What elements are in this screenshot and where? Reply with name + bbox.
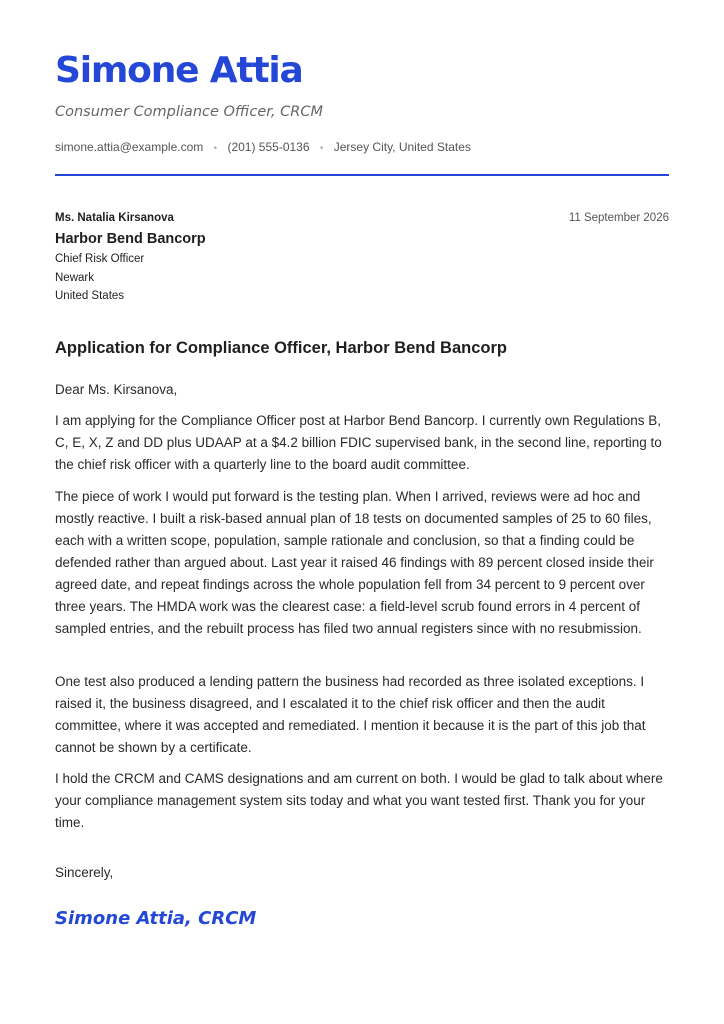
letter-closing <box>55 862 673 884</box>
recipient-name: Ms. Natalia Kirsanova <box>55 212 174 224</box>
letter-paragraph <box>55 671 673 759</box>
recipient-role: Chief Risk Officer <box>55 253 145 265</box>
letter-greeting <box>55 379 673 401</box>
applicant-title: Consumer Compliance Officer, CRCM <box>55 104 323 120</box>
paragraph-text: I hold the CRCM and CAMS designations and am current on both. I would be glad to talk about where your compliance management system sits today and what you want tested first. Thank you for your time. <box>55 771 663 830</box>
recipient-company: Harbor Bend Bancorp <box>55 231 206 247</box>
closing-text: Sincerely, <box>55 865 114 880</box>
letter-paragraph <box>55 410 673 476</box>
greeting-text: Dear Ms. Kirsanova, <box>55 382 178 397</box>
recipient-city: Newark <box>55 272 94 284</box>
separator-dot: • <box>319 143 324 154</box>
paragraph-text: The piece of work I would put forward is the testing plan. When I arrived, reviews were ad hoc and mostly reactive. I built a risk-based annual plan of 18 tests on documented samples of 25 to 60 files, each with a written scope, population, sample rationale and conclusion, so that a finding could be defended rather than argued about. Last year it raised 46 findings with 89 percent closed inside their agreed date, and repeat findings across the whole population fell from 34 percent to 9 percent over three years. The HMDA work was the clearest case: a field-level scrub found errors in 4 percent of sampled entries, and the rebuilt process has filed two annual registers since with no resubmission. <box>55 489 654 636</box>
letter-date: 11 September 2026 <box>568 212 669 224</box>
applicant-name: Simone Attia <box>55 50 303 91</box>
paragraph-text: One test also produced a lending pattern the business had recorded as three isolated exceptions. I raised it, the business disagreed, and I escalated it to the chief risk officer and then the audit committee, where it was accepted and remediated. I mention it because it is the part of this job that cannot be shown by a certificate. <box>55 674 646 755</box>
letter-paragraph <box>55 768 673 834</box>
paragraph-text: I am applying for the Compliance Officer post at Harbor Bend Bancorp. I currently own Regulations B, C, E, X, Z and DD plus UDAAP at a $4.2 billion FDIC supervised bank, in the second line, reporting to the chief risk officer with a quarterly line to the board audit committee. <box>55 413 662 472</box>
separator-dot: • <box>213 143 218 154</box>
contact-location: Jersey City, United States <box>333 140 471 154</box>
recipient-country: United States <box>55 290 125 302</box>
contact-phone[interactable]: (201) 555-0136 <box>227 140 310 154</box>
contact-line <box>55 140 471 154</box>
letter-subject: Application for Compliance Officer, Harbor Bend Bancorp <box>55 339 507 357</box>
letter-paragraph <box>55 486 673 640</box>
signature: Simone Attia, CRCM <box>55 908 257 929</box>
header-divider <box>55 174 669 176</box>
contact-email[interactable]: simone.attia@example.com <box>55 140 204 154</box>
